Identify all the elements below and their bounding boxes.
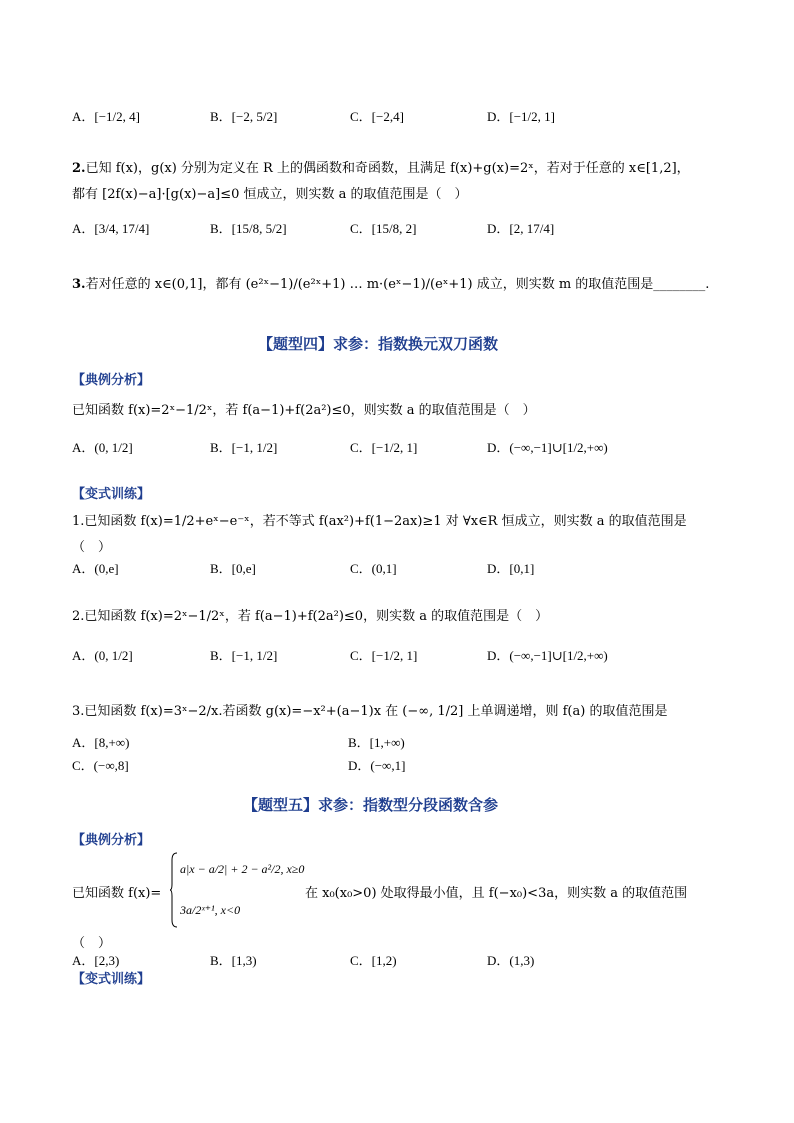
question-3 (72, 273, 709, 292)
q2-option-c: C．[15/8, 2] (350, 221, 417, 236)
section-5-example-lead: 已知函数 f(x)= (72, 886, 162, 901)
s4-example-option-d: D．(−∞,−1]∪[1/2,+∞) (487, 440, 608, 455)
s4-example-option-b: B．[−1, 1/2] (210, 440, 278, 455)
s5-example-option-b: B．[1,3) (210, 953, 257, 968)
q1-option-d: D．[−1/2, 1] (487, 109, 555, 124)
p2-option-d: D．(−∞,−1]∪[1/2,+∞) (487, 648, 608, 663)
s5-example-option-c: C．[1,2) (350, 953, 397, 968)
s4-example-option-a: A．(0, 1/2] (72, 440, 133, 455)
p1-option-b: B．[0,e] (210, 561, 256, 576)
practice-3-text: 3.已知函数 f(x)=3ˣ−2/x.若函数 g(x)=−x²+(a−1)x 在 (−∞, 1/2] 上单调递增，则 f(a) 的取值范围是 (72, 704, 668, 719)
q1-option-a: A．[−1/2, 4] (72, 109, 140, 124)
piecewise-case-2: 3a/2ˣ⁺¹, x<0 (180, 903, 241, 917)
p3-option-b: B．[1,+∞) (348, 735, 405, 750)
section-4-example-label: 【典例分析】 (72, 373, 151, 388)
p1-option-a: A．(0,e] (72, 561, 119, 576)
p2-option-a: A．(0, 1/2] (72, 648, 133, 663)
question-3-number: 3. (72, 277, 86, 292)
p2-option-c: C．[−1/2, 1] (350, 648, 418, 663)
practice-1-line-2: （ ） (72, 540, 112, 555)
question-2-line-1 (72, 157, 690, 176)
section-4-title: 【题型四】求参：指数换元双刀函数 (258, 335, 499, 353)
section-5-example-tail: 在 x₀(x₀>0) 处取得最小值，且 f(−x₀)<3a，则实数 a 的取值范围 (305, 886, 688, 901)
section-4-example-text: 已知函数 f(x)=2ˣ−1/2ˣ，若 f(a−1)+f(2a²)≤0，则实数 a 的取值范围是（ ） (72, 403, 536, 418)
q2-option-a: A．[3/4, 17/4] (72, 221, 150, 236)
q1-option-b: B．[−2, 5/2] (210, 109, 278, 124)
question-2-text-1: 已知 f(x)，g(x) 分别为定义在 R 上的偶函数和奇函数，且满足 f(x)+g(x)=2ˣ，若对于任意的 x∈[1,2]， (85, 161, 690, 176)
q2-option-b: B．[15/8, 5/2] (210, 221, 287, 236)
s5-example-option-a: A．[2,3) (72, 953, 120, 968)
section-5-title: 【题型五】求参：指数型分段函数含参 (243, 796, 499, 814)
piecewise-brace (170, 852, 178, 928)
practice-2-text: 2.已知函数 f(x)=2ˣ−1/2ˣ，若 f(a−1)+f(2a²)≤0，则实数 a 的取值范围是（ ） (72, 609, 549, 624)
q1-option-c: C．[−2,4] (350, 109, 404, 124)
p1-option-d: D．[0,1] (487, 561, 535, 576)
s5-example-option-d: D．(1,3) (487, 953, 535, 968)
p2-option-b: B．[−1, 1/2] (210, 648, 278, 663)
section-4-practice-label: 【变式训练】 (72, 487, 151, 502)
section-5-example-paren: （ ） (72, 936, 112, 951)
practice-1-line-1: 1.已知函数 f(x)=1/2+eˣ−e⁻ˣ，若不等式 f(ax²)+f(1−2ax)≥1 对 ∀x∈R 恒成立，则实数 a 的取值范围是 (72, 514, 687, 529)
section-5-example-label: 【典例分析】 (72, 833, 151, 848)
section-5-practice-label: 【变式训练】 (72, 972, 151, 987)
piecewise-case-1: a|x − a/2| + 2 − a²/2, x≥0 (180, 862, 305, 876)
p3-option-a: A．[8,+∞) (72, 735, 130, 750)
question-3-text: 若对任意的 x∈(0,1]，都有 (e²ˣ−1)/(e²ˣ+1) … m·(eˣ−1)/(eˣ+1) 成立，则实数 m 的取值范围是________. (85, 277, 710, 292)
p3-option-c: C．(−∞,8] (72, 758, 129, 773)
question-2-number: 2. (72, 161, 86, 176)
q2-option-d: D．[2, 17/4] (487, 221, 555, 236)
p3-option-d: D．(−∞,1] (348, 758, 406, 773)
s4-example-option-c: C．[−1/2, 1] (350, 440, 418, 455)
question-2-line-2: 都有 [2f(x)−a]·[g(x)−a]≤0 恒成立，则实数 a 的取值范围是（ ） (72, 187, 468, 202)
p1-option-c: C．(0,1] (350, 561, 397, 576)
